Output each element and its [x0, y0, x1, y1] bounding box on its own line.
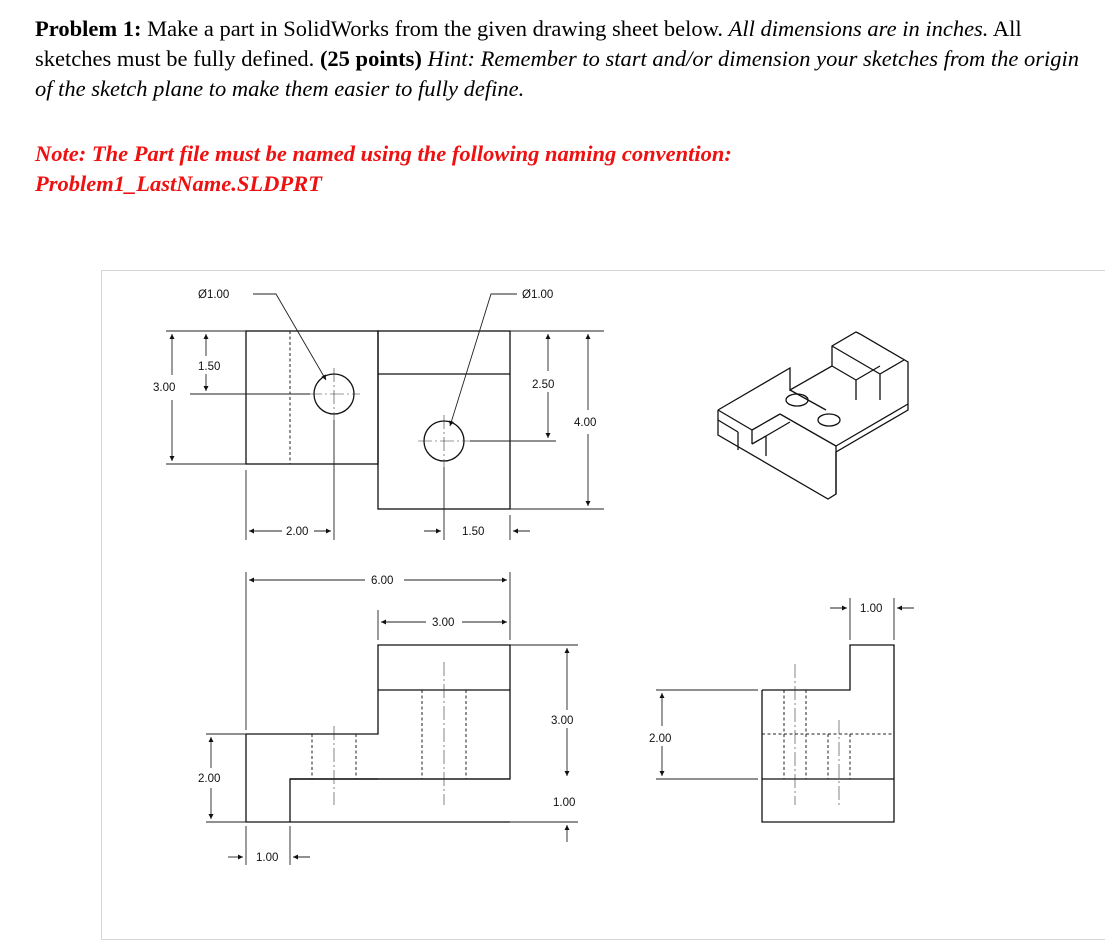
hint-text: Hint: Remember to start and/or dimension your sketches from the origin of the sketch plane to make them easier to fully define. [35, 46, 1080, 101]
front-view [198, 572, 578, 865]
points-label: (25 points) [319, 46, 422, 71]
hole-left-callout: Ø1.00 [198, 289, 230, 301]
dim-2-00-top: 2.00 [286, 526, 309, 538]
side-view [649, 598, 914, 822]
dim-2-00-front: 2.00 [198, 773, 221, 785]
dim-1-00-side: 1.00 [860, 603, 883, 615]
dim-3-00-top: 3.00 [153, 382, 176, 394]
dim-6-00: 6.00 [371, 575, 394, 587]
dim-1-00-front-v: 1.00 [553, 797, 576, 809]
dim-4-00: 4.00 [574, 417, 597, 429]
isometric-view [718, 332, 908, 499]
note-line-1: Note: The Part file must be named using the following naming convention: [35, 141, 732, 166]
note-line-2: Problem1_LastName.SLDPRT [35, 171, 322, 196]
dim-2-50: 2.50 [532, 379, 555, 391]
problem-text-1: Make a part in SolidWorks from the given drawing sheet below. [141, 16, 729, 41]
dim-2-00-side: 2.00 [649, 733, 672, 745]
problem-text-2: All sketches must be fully defined. [35, 16, 1022, 71]
problem-label: Problem 1: [35, 16, 142, 41]
dim-1-50-bottom: 1.50 [462, 526, 485, 538]
dim-1-00-front-h: 1.00 [256, 852, 279, 864]
dim-3-00-front-h: 3.00 [432, 617, 455, 629]
front-view-outline [246, 645, 510, 822]
dim-3-00-front-v: 3.00 [551, 715, 574, 727]
top-view-left-block [246, 331, 378, 464]
dim-1-50-top: 1.50 [198, 361, 221, 373]
units-note: All dimensions are in inches. [728, 16, 989, 41]
top-view [153, 289, 604, 540]
hole-right-callout: Ø1.00 [522, 289, 554, 301]
